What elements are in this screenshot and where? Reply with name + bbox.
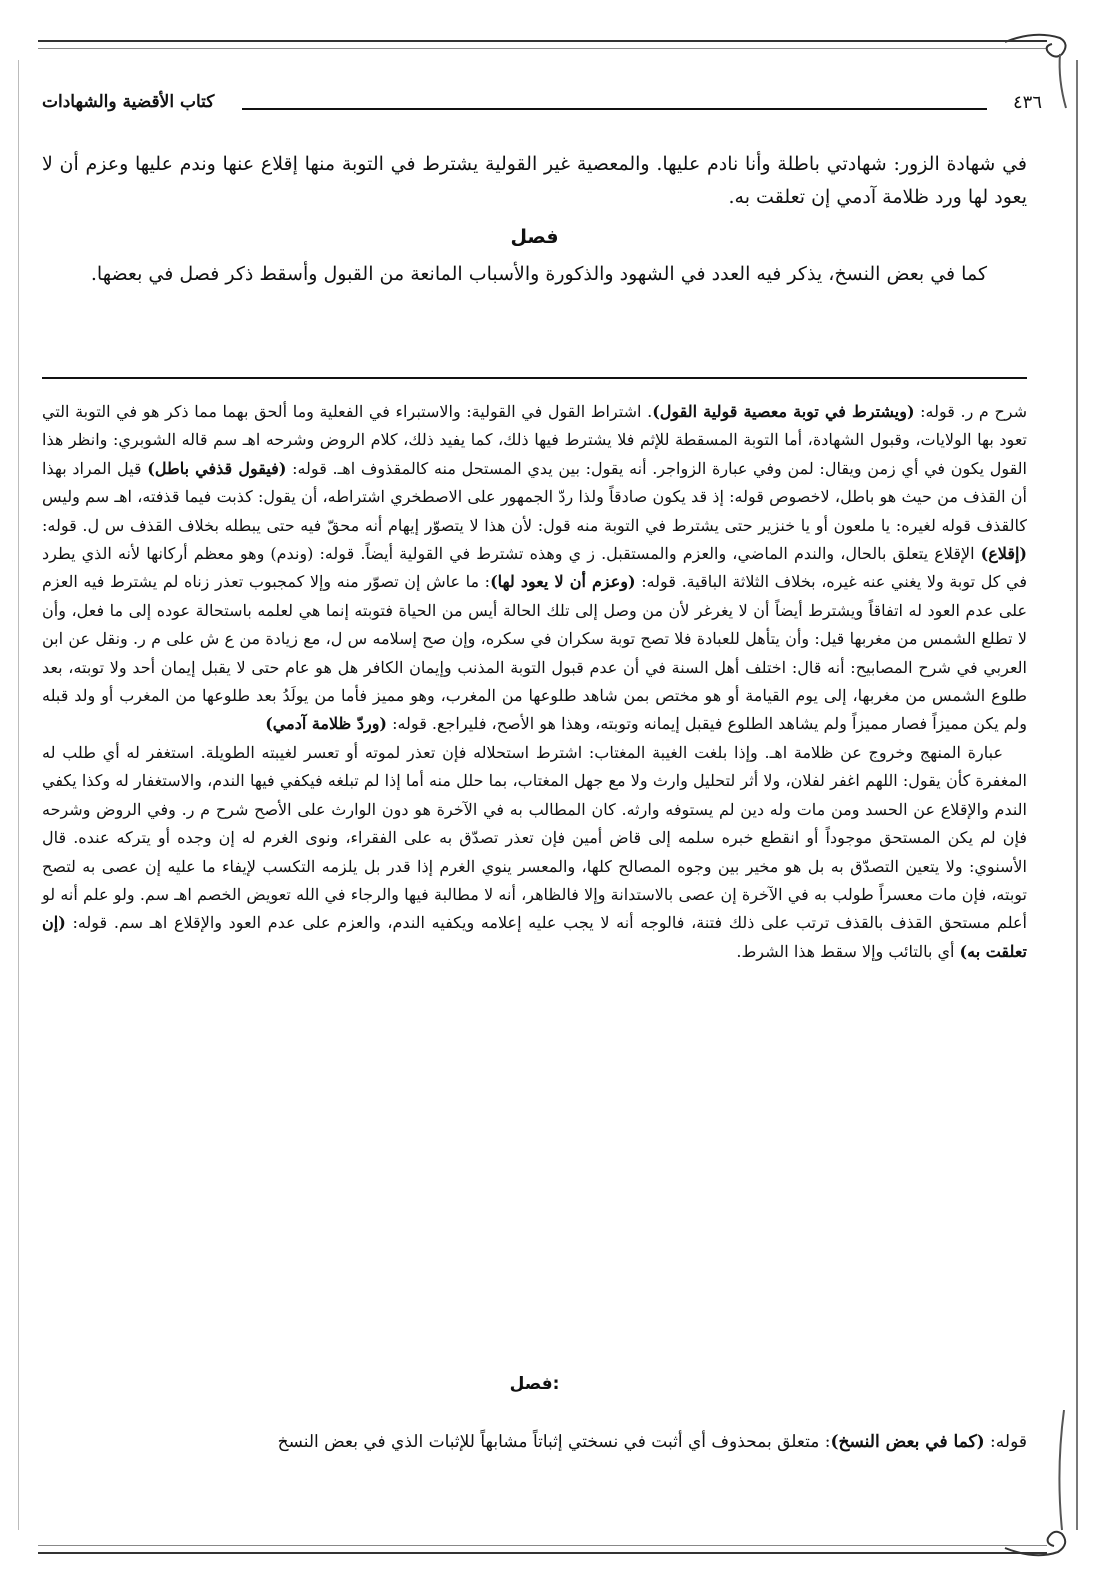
commentary-paragraph-2 [42,739,1027,966]
commentary-text: عبارة المنهج وخروج عن ظلامة اهـ. وإذا بلغت الغيبة المغتاب: اشترط استحلاله فإن تعذر لموته أو تعسر لغيبته الطويلة. استغفر له أي طلب له المغفرة كأن يقول: اللهم اغفر لفلان، ولا أثر لتحليل وارث ولا مع جهل المغتاب، بما حلل منه أما إذا لم تبلغه فيكفي فيها الندم، والاستغفار له وكذا يكفي الندم والإقلاع عن الحسد ومن مات وله دين لم يستوفه وارثه. كان المطالب به في الآخرة هو دون الوارث على الأصح شرح م ر. وفي الروض وشرحه فإن لم يكن المستحق موجوداً أو انقطع خبره سلمه إلى قاض أمين فإن تعذر تصدّق به على الفقراء، ونوى الغرم له إن وجده أو يتركه عنده. قال الأسنوي: ولا يتعين التصدّق به بل هو مخير بين وجوه المصالح كلها، والمعسر ينوي الغرم إذا قدر بل يلزمه التكسب لإيفاء ما عليه إن عصى به لتصح توبته، فإن مات معسراً طولب به في الآخرة إن عصى بالاستدانة وإلا فالظاهر، أنه لا مطالبة فيها والرجاء في الله تعويض الخصم اهـ سم. ولو علم أنه لو أعلم مستحق القذف بالقذف ترتب على ذلك فتنة، فالوجه أنه لا يجب عليه إعلامه ويكفيه الندم، والعزم على عدم العود والإقلاع اهـ سم. قوله: [42,742,1028,933]
commentary-quote: (كما في بعض النسخ) [830,1432,985,1452]
commentary-text: الإقلاع يتعلق بالحال، والندم الماضي، والعزم والمستقبل. ز ي وهذه تشترط في القولية أيضاً. قوله: (وندم) وهو معظم أركانها لأنه الذي يطرد في كل توبة ولا يغني عنه غيره، بخلاف الثلاثة الباقية. قوله: [42,544,1028,592]
commentary-text: : متعلق بمحذوف أي أثبت في نسختي إثباتاً مشابهاً للإثبات الذي في بعض النسخ [277,1432,831,1452]
commentary-quote: (إقلاع) [980,544,1027,564]
commentary-text: قيل المراد بهذا أن القذف من حيث هو باطل، لاخصوص قوله: إذ قد يكون صادقاً ولذا ردّ الجمهور على الاصطخري اشتراطه، أن يقول: كذبت فيما قذفته، اهـ سم وليس كالقذف قوله لغيره: يا ملعون أو يا خنزير حتى يشترط في التوبة منه قول: لأن هذا لا يتصوّر إيهام أنه محقّ فيه حتى يبطله بخلاف القذف س ل. قوله: [42,458,1027,535]
book-title: كتاب الأقضية والشهادات [42,92,215,112]
page-number: ٤٣٦ [1012,92,1042,113]
commentary-quote: (إن تعلقت به) [42,913,1027,961]
commentary-section-heading: فصل: [509,1374,560,1394]
commentary-text: . اشتراط القول في القولية: والاستبراء في الفعلية وما ألحق بهما مما ذكر هو في التوبة التي تعود بها الولايات، وقبول الشهادة، أما التوبة المسقطة للإثم فلا يشترط فيها ذلك، كما يفيد ذلك، كلام الروض وشرحه اهـ سم قاله الشوبري: وانظر هذا القول يكون في أي زمن ويقال: لمن وفي عبارة الزواجر. أنه يقول: بين يدي المستحل منه كالمقذوف اهـ. قوله: [42,402,1028,478]
page-header [42,92,1042,122]
commentary-paragraph-1 [42,398,1027,739]
commentary-quote: (وردّ ظلامة آدمي) [265,714,387,734]
commentary-quote: (فيقول قذفي باطل) [147,458,287,478]
commentary-text: قوله: [984,1432,1027,1452]
commentary [42,398,1027,966]
commentary-text: شرح م ر. قوله: [914,402,1028,421]
last-line [42,1428,1027,1456]
footnote-divider [42,377,1027,379]
page-frame-left [18,60,23,1530]
main-paragraph-2: كما في بعض النسخ، يذكر فيه العدد في الشهود والذكورة والأسباب المانعة من القبول وأسقط ذكر فصل في بعضها. [90,263,987,285]
section-heading: فصل [510,226,559,248]
page-frame-top [38,40,1047,49]
page-frame-right [1072,60,1078,1530]
commentary-quote: (ويشترط في توبة معصية قولية القول) [652,402,915,421]
commentary-text: أي بالتائب وإلا سقط هذا الشرط. [736,941,960,961]
commentary-quote: (وعزم أن لا يعود لها) [490,572,636,592]
main-paragraph-1: في شهادة الزور: شهادتي باطلة وأنا نادم عليها. والمعصية غير القولية يشترط في التوبة منها إقلاع عنها وندم عليها وعزم أن لا يعود لها ورد ظلامة آدمي إن تعلقت به. [42,153,1027,208]
commentary-text: : ما عاش إن تصوّر منه وإلا كمجبوب تعذر زناه لم يشترط فيه العزم على عدم العود له اتفاقاً ويشترط أيضاً أن لا يغرغر لأن من وصل إلى تلك الحالة أيس من الحياة فتوبته إنما هي لعلمه باستحالة عوده إلى ما فعل، وأن لا تطلع الشمس من مغربها قيل: وأن يتأهل للعبادة فلا تصح توبة سكران في سكره، وإن صح إسلامه س ل، مع زيادة من ع ش على م ر. ونقل عن ابن العربي في شرح المصابيح: أنه قال: اختلف أهل السنة في أن عدم قبول التوبة المذنب وإيمان الكافر هل هو عام حتى لا يقبل إيمان أحد ولا توبته، بعد طلوع الشمس من مغربها، إلى يوم القيامة أو هو مختص بمن شاهد طلوعها من المغرب، وهو مميز فأما من يولَدُ بعد طلوعها من المغرب أو ولد قبله ولم يكن مميزاً فصار مميزاً ولم يشاهد الطلوع فيقبل إيمانه وتوبته، وهذا هو الأصح، فليراجع. قوله: [42,572,1027,734]
page-frame-bottom [38,1545,1047,1554]
main-text [42,148,1027,291]
header-rule [242,108,987,110]
